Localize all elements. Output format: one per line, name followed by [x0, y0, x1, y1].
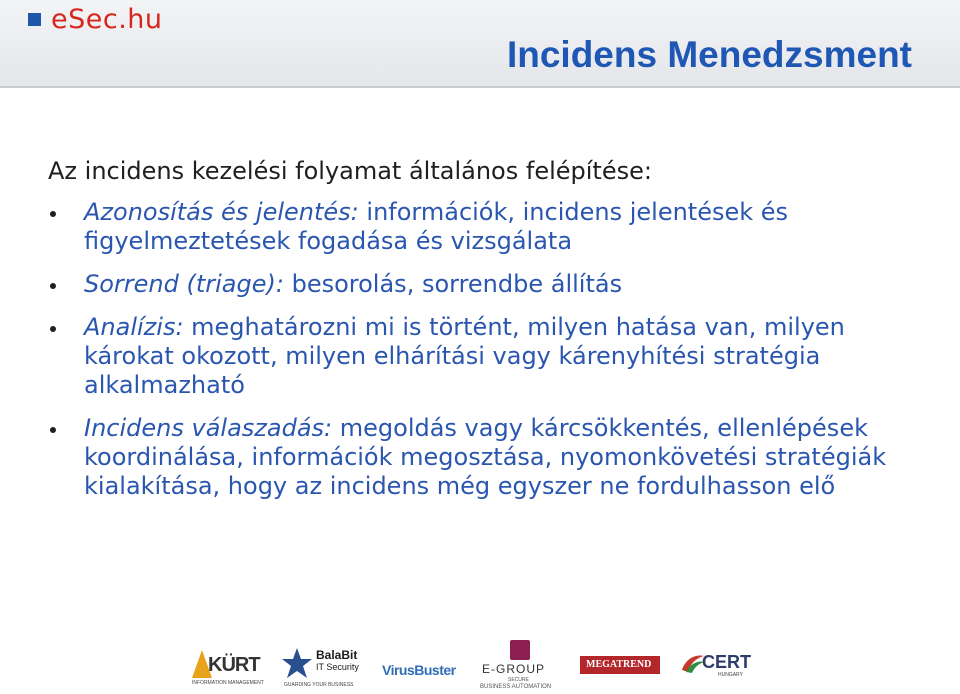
balabit-sub: IT Security [316, 662, 359, 672]
bullet-term: Sorrend (triage): [84, 270, 284, 298]
bullet-item [48, 198, 928, 256]
bullet-text: meghatározni mi is történt, milyen hatása van, milyen károkat okozott, milyen elhárítási vagy kárenyhítési stratégia alkalmazható [84, 313, 845, 399]
esec-logo [28, 4, 163, 34]
bullet-text: besorolás, sorrendbe állítás [283, 270, 623, 298]
bullet-text: információk, incidens jelentések és figyelmeztetések fogadása és vizsgálata [84, 198, 789, 255]
slide-content [48, 154, 928, 515]
bullet-text: megoldás vagy kárcsökkentés, ellenlépések koordinálása, információk megosztása, nyomonkövetési stratégiák kialakítása, hogy az incidens még egyszer ne fordulhasson elő [84, 414, 887, 500]
cert-sub: HUNGARY [718, 672, 743, 678]
bullet-dot-icon [50, 427, 56, 433]
kurt-logo [192, 650, 264, 690]
intro-text: Az incidens kezelési folyamat általános felépítése: [48, 157, 652, 185]
egroup-sub: SECURE [508, 677, 529, 683]
bullet-dot-icon [50, 326, 56, 332]
egroup-name: E-GROUP [482, 662, 546, 676]
balabit-mark-icon [282, 648, 312, 680]
bullet-term: Incidens válaszadás: [84, 414, 333, 442]
bullet-list [48, 198, 928, 501]
brand-name: eSec.hu [51, 3, 163, 35]
bullet-dot-icon [50, 211, 56, 217]
virusbuster-logo [382, 660, 464, 680]
logo-square-icon [28, 13, 41, 26]
bullet-term: Azonosítás és jelentés: [84, 198, 359, 226]
bullet-item [48, 270, 928, 299]
bullet-term: Analízis: [84, 313, 184, 341]
megatrend-name: MEGATREND [586, 659, 652, 670]
bullet-item [48, 313, 928, 400]
sponsor-logos [0, 630, 960, 694]
balabit-tagline: GUARDING YOUR BUSINESS [284, 682, 354, 688]
cert-logo [680, 650, 758, 686]
kurt-sub: INFORMATION MANAGEMENT [192, 680, 264, 686]
virusbuster-name: VirusBuster [382, 662, 456, 678]
cert-name: CERT [702, 652, 751, 672]
bullet-dot-icon [50, 283, 56, 289]
kurt-name: KÜRT [208, 654, 260, 676]
header-divider [0, 86, 960, 88]
bullet-item [48, 414, 928, 501]
slide-title: Incidens Menedzsment [506, 34, 912, 75]
egroup-mark-icon [510, 640, 530, 660]
egroup-logo [478, 640, 562, 694]
egroup-tagline: BUSINESS AUTOMATION [480, 684, 552, 690]
balabit-logo [282, 646, 366, 692]
balabit-name: BalaBit [316, 648, 358, 662]
megatrend-logo [580, 656, 660, 674]
